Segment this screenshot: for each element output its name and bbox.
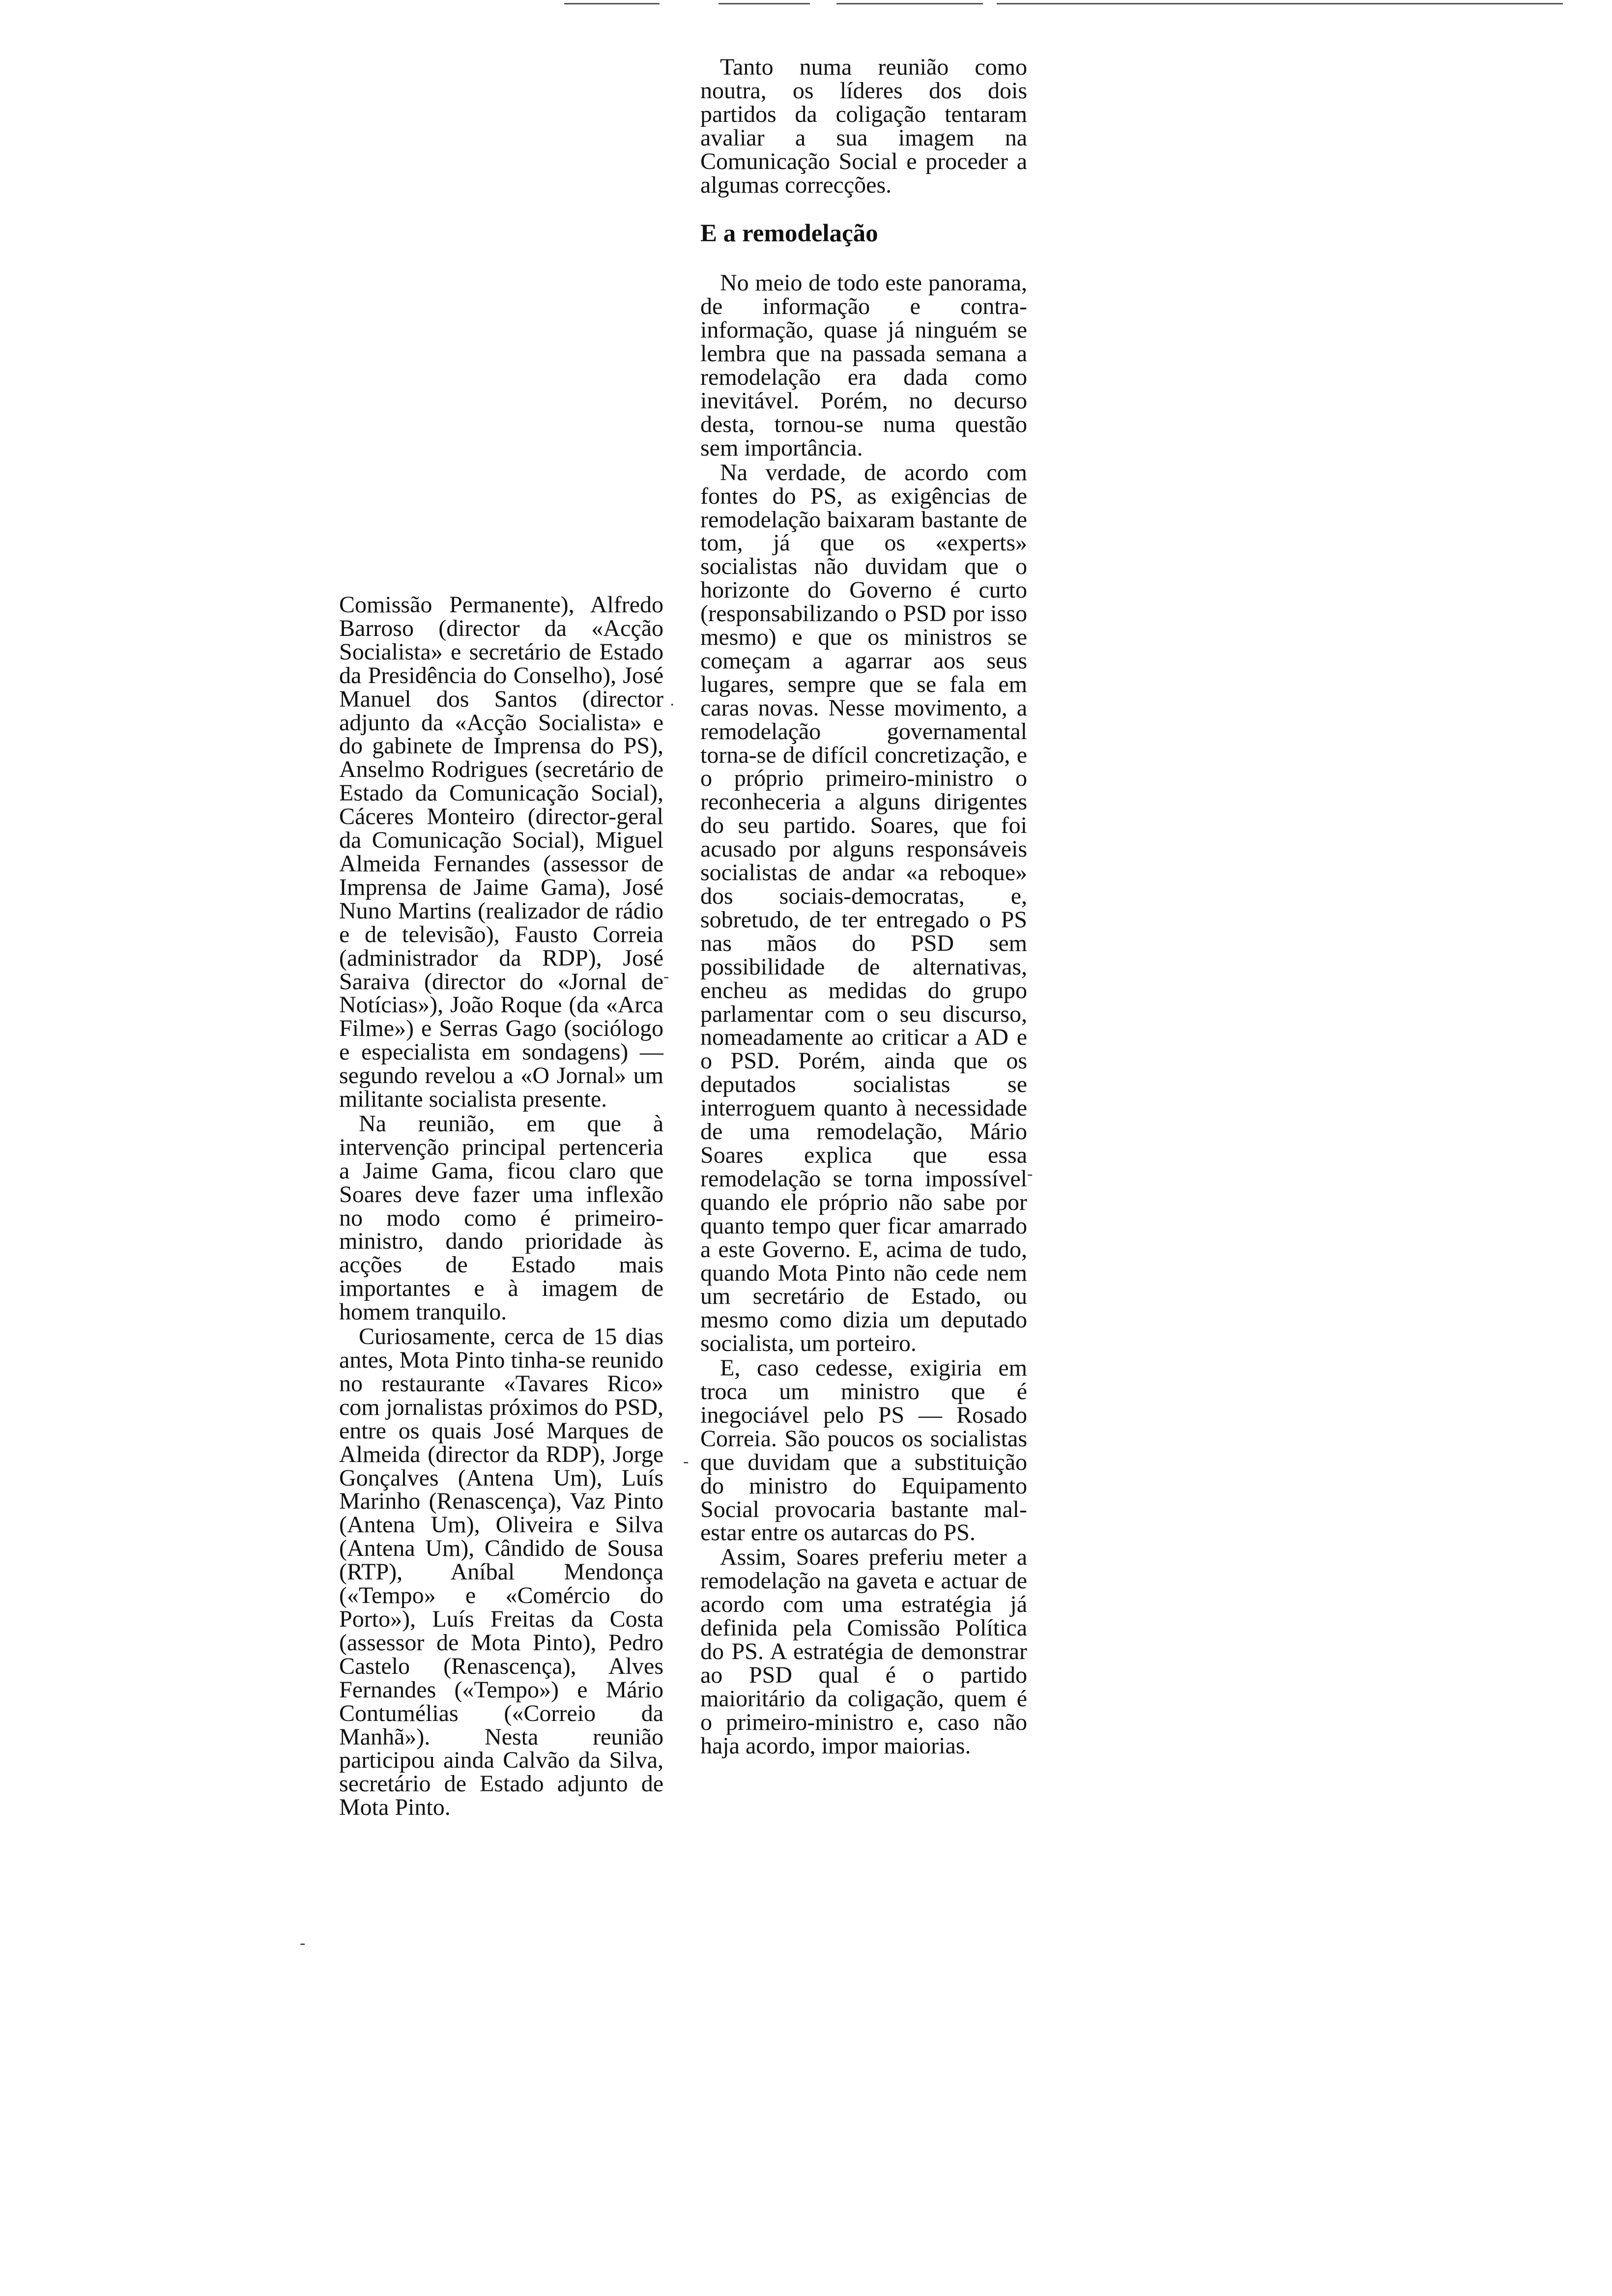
left-paragraph-2: Na reunião, em que à intervenção principal pertenceria a Jaime Gama, ficou claro que Soares deve fazer uma inflexão no modo como é primeiro-ministro, dando prioridade às acções de Estado mais importantes e à imagem de homem tranquilo.	[339, 1110, 663, 1325]
intro-paragraph: Tanto numa reunião como noutra, os líderes dos dois partidos da coligação tentaram avaliar a sua imagem na Comunicação Social e proceder a algumas correcções.	[700, 54, 1027, 198]
top-rule-1	[564, 3, 660, 4]
scan-speck-5: -	[1027, 1165, 1033, 1183]
left-column	[339, 593, 663, 1820]
scan-speck-4: -	[300, 1934, 306, 1952]
right-paragraph-2: Na verdade, de acordo com fontes do PS, as exigências de remodelação baixaram bastante de tom, já que os «experts» socialistas não duvidam que o horizonte do Governo é curto (responsabilizando o PSD por isso mesmo) e que os ministros se começam a agarrar aos seus lugares, sempre que se fala em caras novas. Nesse movimento, a remodelação governamental torna-se de difícil concretização, e o próprio primeiro-ministro o reconheceria a alguns dirigentes do seu partido. Soares, que foi acusado por alguns responsáveis socialistas de andar «a reboque» dos sociais-democratas, e, sobretudo, de ter entregado o PS nas mãos do PSD sem possibilidade de alternativas, encheu as medidas do grupo parlamentar com o seu discurso, nomeadamente ao criticar a AD e o PSD. Porém, ainda que os deputados socialistas se interroguem quanto à necessidade de uma remodelação, Mário Soares explica que essa remodelação se torna impossível quando ele próprio não sabe por quanto tempo quer ficar amarrado a este Governo. E, acima de tudo, quando Mota Pinto não cede nem um secretário de Estado, ou mesmo como dizia um deputado socialista, um porteiro.	[700, 459, 1027, 1357]
right-column	[700, 56, 1027, 1759]
scan-speck-1: ·	[669, 696, 675, 714]
top-rule-3	[836, 3, 983, 4]
top-rule-4	[997, 3, 1563, 4]
top-rule-2	[719, 3, 810, 4]
right-paragraph-3: E, caso cedesse, exigiria em troca um ministro que é inegociável pelo PS — Rosado Correia. São poucos os socialistas que duvidam que a substituição do ministro do Equipamento Social provocaria bastante mal-estar entre os autarcas do PS.	[700, 1355, 1027, 1546]
left-paragraph-1: Comissão Permanente), Alfredo Barroso (director da «Acção Socialista» e secretário de Estado da Presidência do Conselho), José Manuel dos Santos (director adjunto da «Acção Socialista» e do gabinete de Imprensa do PS), Anselmo Rodrigues (secretário de Estado da Comunicação Social), Cáceres Monteiro (director-geral da Comunicação Social), Miguel Almeida Fernandes (assessor de Imprensa de Jaime Gama), José Nuno Martins (realizador de rádio e de televisão), Fausto Correia (administrador da RDP), José Saraiva (director do «Jornal de Notícias»), João Roque (da «Arca Filme») e Serras Gago (sociólogo e especialista em sondagens) — segundo revelou a «O Jornal» um militante socialista presente.	[339, 592, 663, 1113]
section-heading: E a remodelação	[700, 220, 878, 248]
left-paragraph-3: Curiosamente, cerca de 15 dias antes, Mota Pinto tinha-se reunido no restaurante «Tavares Rico» com jornalistas próximos do PSD, entre os quais José Marques de Almeida (director da RDP), Jorge Gonçalves (Antena Um), Luís Marinho (Renascença), Vaz Pinto (Antena Um), Oliveira e Silva (Antena Um), Cândido de Sousa (RTP), Aníbal Mendonça («Tempo» e «Comércio do Porto»), Luís Freitas da Costa (assessor de Mota Pinto), Pedro Castelo (Renascença), Alves Fernandes («Tempo») e Mário Contumélias («Correio da Manhã»). Nesta reunião participou ainda Calvão da Silva, secretário de Estado adjunto de Mota Pinto.	[339, 1323, 663, 1821]
right-paragraph-4: Assim, Soares preferiu meter a remodelação na gaveta e actuar de acordo com uma estratégia já definida pela Comissão Política do PS. A estratégia de demonstrar ao PSD qual é o partido maioritário da coligação, quem é o primeiro-ministro e, caso não haja acordo, impor maiorias.	[700, 1544, 1027, 1759]
scan-speck-2: -	[663, 967, 669, 985]
scan-speck-3: -	[683, 1452, 689, 1470]
right-paragraph-1: No meio de todo este panorama, de informação e contra-informação, quase já ninguém se lembra que na passada semana a remodelação era dada como inevitável. Porém, no decurso desta, tornou-se numa questão sem importância.	[700, 270, 1027, 461]
